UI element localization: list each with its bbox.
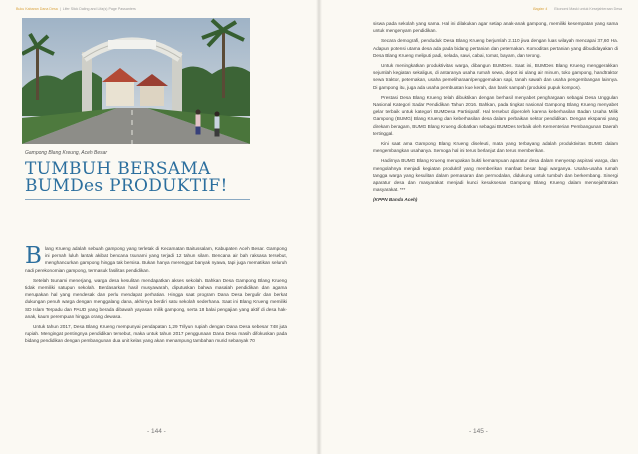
- title-line-1: TUMBUH BERSAMA: [25, 159, 211, 179]
- paragraph: Untuk meningkatkan produktivitas warga, dibangun BUMDes. Saat ini, BUMDes Blang Krueng menggerakkan sejumlah kegiatan sekaligus, di antaranya usaha rumah sewa, depot isi ulang air minum, toko gampong, handtraktor sewa traktor, peternakan, usaha pemeliharaan/penggemukan sapi, tanah sawah dan usaha pengembangan lainnya. Di gampong itu, juga ada usaha pembuatan kue kerah, dan bank sampah (produksi pupuk kompos).: [373, 63, 618, 90]
- paragraph: Hadirnya BUMG Blang Krueng merupakan bukti kemampuan aparatur desa dalam menyerap aspirasi warga, dan mengolahnya menjadi kegiatan produktif yang memberikan manfaat besar bagi warganya. Usaha-usaha rumah tangga warga yang kesulitan dalam pemasaran dan permodalan, didukung untuk tumbuh dan berkembang. Sinergi aparatur desa dan masyarakat menjadi kunci kesuksesan Gampong Blang Krueng dalam mensejahtrakan masyarakat. ***: [373, 158, 618, 193]
- author-signature: (KPPN Banda Aceh): [373, 197, 418, 203]
- paragraph: Setelah tsunami menerjang, warga desa kesulitan mendapatkan akses sekolah. Bahkan Desa Gampong Blang Krueng tidak memiliki satupun sekolah. Berdasarkan hasil musyawarah, diputuskan bahwa masalah pendidikan dan agama merupakan hal yang mendesak dan perlu mendapat perhatian. Hingga saat program Dana Desa bergulir dan berkat dukungan penuh warga dengan menggalang dana, akhirnya berdiri satu sekolah sederhana. Saat ini Blang Krueng memiliki SD Islam Terpadu dan PAUD yang berada dibawah yayasan milik gampong, serta 18 balai pengajian yang aktif di desa hak-anak, kaum perempuan hingga orang dewasa.: [25, 277, 287, 319]
- header-series: Buku Kabaran Dana Desa: [16, 7, 58, 11]
- right-page-body: [373, 20, 618, 207]
- header-chapter: Bagian 4: [533, 7, 548, 11]
- article-title: [25, 161, 275, 195]
- left-running-header: [16, 7, 136, 11]
- title-line-2: BUMDes PRODUKTIF!: [25, 176, 228, 196]
- drop-cap: B: [25, 243, 42, 269]
- right-page: [319, 0, 638, 454]
- paragraph-text: lang Krueng adalah sebuah gampong yang terletak di Kecamatan Baitussalam, Kabupaten Aceh Besar. Gampong ini pernah luluh lantak akibat bencana tsunami yang terjadi 12 tahun silam. Bencana air bah raksasa tersebut, menghancurkan gampong hingga tak bersisa. Bukan hanya merenggut banyak nyawa, tapi juga mematikan seluruh nadi perekonomian gampong, termasuk fasilitas pendidikan.: [25, 246, 287, 273]
- paragraph: Prestasi Desa Blang Krueng telah dibuktikan dengan berhasil menyabet penghargaan sebagai Desa Unggulan Nasional Kategori Sadar Pendidikan Tahun 2016. Bahkan, pada tingkat nasional Gampong Blang Krueng menyabet gelar terbaik untuk kategori BUMDesa Partisipatif. Hal tersebut diperoleh karena keberhasilan Badan Usaha Milik Gampong (BUMG) Blang Krueng dan keberhasilan desa dalam perbaikan sektor pendidikan. Dengan ekspansi yang direkam beragam, BUMG Blang Krueng diobatkan sebagai BUMDes terbaik oleh Kementerian Pembangunan Daerah tertinggal.: [373, 94, 618, 136]
- paragraph: Secara demografi, penduduk Desa Blang Krueng berjumlah 2.110 jiwa dengan luas wilayah mencapai 37,60 Ha. Adapun potensi utama desa ada pada bidang pertanian dan peternakan. Komoditas pertanian yang dibudidayakan di Desa Blang Krueng meliputi padi, selada, sawi, cabai, tomat, bayam, dan terong.: [373, 38, 618, 58]
- right-running-header: [533, 7, 622, 11]
- page-number-right: - 145 -: [469, 428, 488, 435]
- paragraph: [25, 245, 287, 274]
- header-book-title: Lifer Slick Daling and Lifa(s) Page Passanters: [62, 7, 136, 11]
- left-page-body: [25, 245, 287, 348]
- paragraph: Untuk tahun 2017, Desa Blang Krueng mempunyai pendapatan 1,29 Trilyun rupiah dengan Dana Desa sebesar 748 juta rupiah. Mengingat pentingnya pendidikan tersebut, maka untuk tahun 2017 penggunaan Dana Desa masih difokuskan pada bidang pendidikan dengan pembangunan dua unit kelas yang akan menampung tambahan murid sebanyak 70: [25, 324, 287, 344]
- paragraph: siswa pada sekolah yang sama. Hal ini dilakukan agar setiap anak-anak gampong, memiliki kesempatan yang sama untuk mengenyam pendidikan.: [373, 21, 618, 34]
- paragraph: Kini saat ama Gampong Blang Krueng diseleuti, mata yang terbayang adalah produktivitas BUMG dalam mengembangkan usahanya. Semoga hal ini terus berlanjut dan terus memberikan.: [373, 141, 618, 154]
- photo-illustration: [22, 18, 250, 144]
- header-chapter-title: Ekonomi Maski untuk Kesejahteraan Desa: [554, 7, 622, 11]
- village-gate-photo: [22, 18, 250, 144]
- photo-caption: Gampong Blang Kreung, Aceh Besar: [25, 150, 108, 156]
- title-divider: [25, 199, 250, 200]
- page-number-left: - 144 -: [147, 428, 166, 435]
- header-divider: |: [58, 7, 62, 11]
